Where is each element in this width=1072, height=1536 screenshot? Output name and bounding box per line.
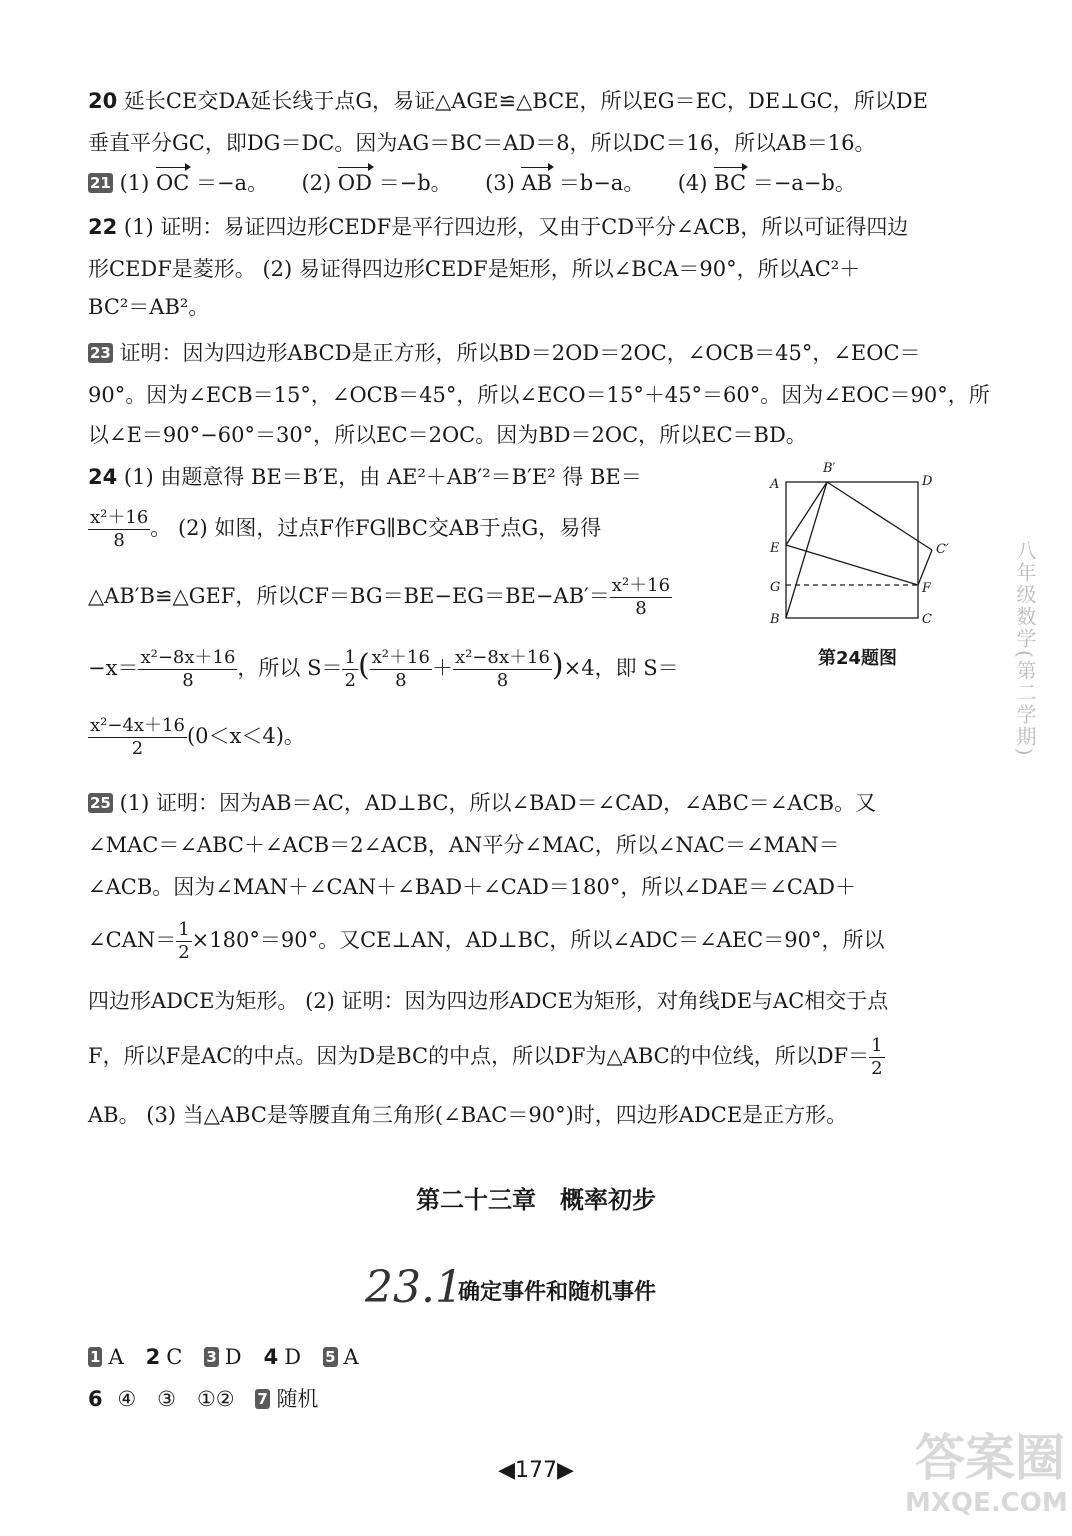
q25-text4a: ∠CAN＝	[88, 928, 177, 952]
q21-number-badge: 21	[90, 174, 111, 192]
q22-number: 22	[88, 215, 118, 239]
answer-7-number-badge: 7	[257, 1390, 268, 1408]
q24-line5	[88, 714, 305, 760]
vector-od: OD	[338, 168, 372, 198]
answer-6-number: 6	[88, 1387, 103, 1411]
label-d: D	[922, 474, 933, 489]
q20-number: 20	[88, 89, 118, 113]
q25-line7: AB。 (3) 当△ABC是等腰直角三角形(∠BAC＝90°)时，四边形ADCE是正方形。	[88, 1103, 848, 1127]
section-title: 确定事件和随机事件	[458, 1280, 657, 1305]
chapter-title: 第二十三章 概率初步	[416, 1186, 656, 1214]
answer-5-value: A	[343, 1345, 359, 1369]
label-b: B	[770, 612, 780, 627]
page-number-value: 177	[515, 1458, 557, 1483]
watermark-site: MXQE.COM	[905, 1488, 1068, 1518]
q24-frac-s: $\frac{\text{x²−4x＋16}}{2}$	[90, 715, 185, 759]
section-number: 23.1	[365, 1262, 463, 1313]
answer-2-number: 2	[145, 1345, 161, 1369]
answer-7-value: 随机	[276, 1387, 319, 1411]
vector-ab: AB	[521, 168, 552, 198]
label-c: C	[922, 612, 932, 627]
answer-2-value: C	[166, 1345, 183, 1369]
q25-line2: ∠MAC＝∠ABC＋∠ACB＝2∠ACB，AN平分∠MAC，所以∠NAC＝∠MAN＝	[88, 833, 840, 857]
q21-part2-value: ＝−b。	[371, 171, 452, 195]
q24-text4c: ×4，即 S＝	[563, 656, 679, 680]
answer-1-value: A	[108, 1345, 124, 1369]
label-g: G	[770, 580, 781, 595]
label-cprime: C′	[936, 542, 949, 557]
q25-line5: 四边形ADCE为矩形。 (2) 证明：因为四边形ADCE为矩形，对角线DE与AC相交于点	[88, 989, 889, 1013]
q25-text6: F，所以F是AC的中点。因为D是BC的中点，所以DF为△ABC的中位线，所以DF＝	[88, 1044, 870, 1068]
label-bprime: B′	[823, 461, 836, 476]
q24-text4a: −x＝	[88, 656, 139, 680]
q24-frac-eg: $\frac{\text{x²−8x＋16}}{8}$	[140, 647, 236, 691]
q24-line4: −x＝ $\frac{\text{x²−8x＋16}}{8}$ ，所以 S＝ $\frac{1}{2}$ ( $\frac{\text{x²＋16}}{8}$ ＋ $\frac{\text{x²−8x＋16}}{8}$ )×4，即 S＝	[88, 647, 679, 691]
q20-line1	[88, 86, 928, 116]
label-e: E	[770, 541, 780, 556]
q22-line3: BC²＝AB²。	[88, 295, 210, 319]
q24-frac-cf: $\frac{\text{x²＋16}}{8}$	[611, 575, 671, 619]
q22-line1	[88, 212, 908, 242]
q24-text2: 。 (2) 如图，过点F作FG∥BC交AB于点G，易得	[150, 516, 602, 540]
label-f: F	[922, 581, 932, 596]
q24-frac-be: $\frac{\text{x²＋16}}{8}$	[90, 507, 149, 551]
q25-line4	[88, 918, 884, 964]
answer-4-value: D	[284, 1345, 302, 1369]
q20-text1: 延长CE交DA延长线于点G，易证△AGE≌△BCE，所以EG＝EC，DE⊥GC，所以DE	[123, 89, 928, 113]
watermark-logo: 答案圈	[915, 1429, 1065, 1487]
q25-line6	[88, 1034, 885, 1080]
q21-line	[88, 168, 856, 198]
q24-line2	[88, 506, 601, 552]
answer-5-number: 5	[325, 1348, 336, 1366]
q21-part1-value: ＝−a。	[189, 171, 269, 195]
vector-oc: OC	[156, 168, 189, 198]
side-book-title: 八年级数学(第二学期)	[1013, 540, 1037, 758]
square-abcd	[786, 482, 918, 618]
q21-part4-label: (4)	[677, 171, 715, 195]
q24-line1	[88, 462, 642, 492]
answers-row2	[88, 1384, 318, 1414]
q25-line3: ∠ACB。因为∠MAN＋∠CAN＋∠BAD＋∠CAD＝180°，所以∠DAE＝∠CAD＋	[88, 875, 856, 899]
q23-line1	[88, 338, 921, 368]
q21-part3-value: ＝b−a。	[552, 171, 645, 195]
answer-3-value: D	[224, 1345, 242, 1369]
q24-plus: ＋	[431, 656, 453, 680]
q22-line2: 形CEDF是菱形。 (2) 易证得四边形CEDF是矩形，所以∠BCA＝90°，所以AC²＋	[88, 257, 861, 281]
answer-4-number: 4	[263, 1345, 279, 1369]
answer-1-number: 1	[90, 1348, 101, 1366]
q24-text5: (0＜x＜4)。	[186, 724, 305, 748]
q24-text4b: ，所以 S＝	[237, 656, 343, 680]
q20-line2: 垂直平分GC，即DG＝DC。因为AG＝BC＝AD＝8，所以DC＝16，所以AB＝16。	[88, 131, 876, 155]
q22-text1: (1) 证明：易证四边形CEDF是平行四边形，又由于CD平分∠ACB，所以可证得四边	[123, 215, 909, 239]
label-a: A	[770, 477, 780, 492]
q25-frac-half: $\frac{1}{2}$	[178, 919, 190, 963]
q23-text1: 证明：因为四边形ABCD是正方形，所以BD＝2OD＝2OC，∠OCB＝45°，∠EOC＝	[119, 341, 921, 365]
q24-figure-caption: 第24题图	[818, 648, 898, 669]
q25-number-badge: 25	[90, 794, 111, 812]
q24-frac-b: $\frac{\text{x²−8x＋16}}{8}$	[454, 647, 550, 691]
q25-frac-df: $\frac{1}{2}$	[871, 1035, 883, 1079]
q24-line3	[88, 574, 672, 620]
answers-row1	[88, 1342, 359, 1372]
q24-text3: △AB′B≌△GEF，所以CF＝BG＝BE−EG＝BE−AB′＝	[88, 584, 610, 608]
q21-part3-label: (3)	[485, 171, 522, 195]
q23-line2: 90°。因为∠ECB＝15°，∠OCB＝45°，所以∠ECO＝15°＋45°＝60°。因为∠EOC＝90°，所	[88, 383, 990, 407]
q25-text1: (1) 证明：因为AB＝AC，AD⊥BC，所以∠BAD＝∠CAD，∠ABC＝∠ACB。又	[119, 791, 877, 815]
q21-part4-value: ＝−a−b。	[746, 171, 856, 195]
q21-part1-label: (1)	[119, 171, 156, 195]
q24-frac-a: $\frac{\text{x²＋16}}{8}$	[371, 647, 430, 691]
page-number: ◀177▶	[498, 1458, 574, 1483]
q23-line3: 以∠E＝90°−60°＝30°，所以EC＝2OC。因为BD＝2OC，所以EC＝BD。	[88, 423, 807, 447]
q23-number-badge: 23	[90, 344, 111, 362]
q25-text4b: ×180°＝90°。又CE⊥AN，AD⊥BC，所以∠ADC＝∠AEC＝90°，所以	[191, 928, 885, 952]
q24-number: 24	[88, 465, 118, 489]
q21-part2-label: (2)	[301, 171, 338, 195]
q24-figure	[760, 455, 960, 635]
q25-line1	[88, 788, 876, 818]
q24-text1: (1) 由题意得 BE＝B′E，由 AE²＋AB′²＝B′E² 得 BE＝	[123, 465, 642, 489]
answer-3-number: 3	[206, 1348, 217, 1366]
q24-frac-half: $\frac{1}{2}$	[344, 647, 356, 691]
vector-bc: BC	[714, 168, 746, 198]
answer-6-value: ④ ③ ①②	[117, 1387, 235, 1411]
